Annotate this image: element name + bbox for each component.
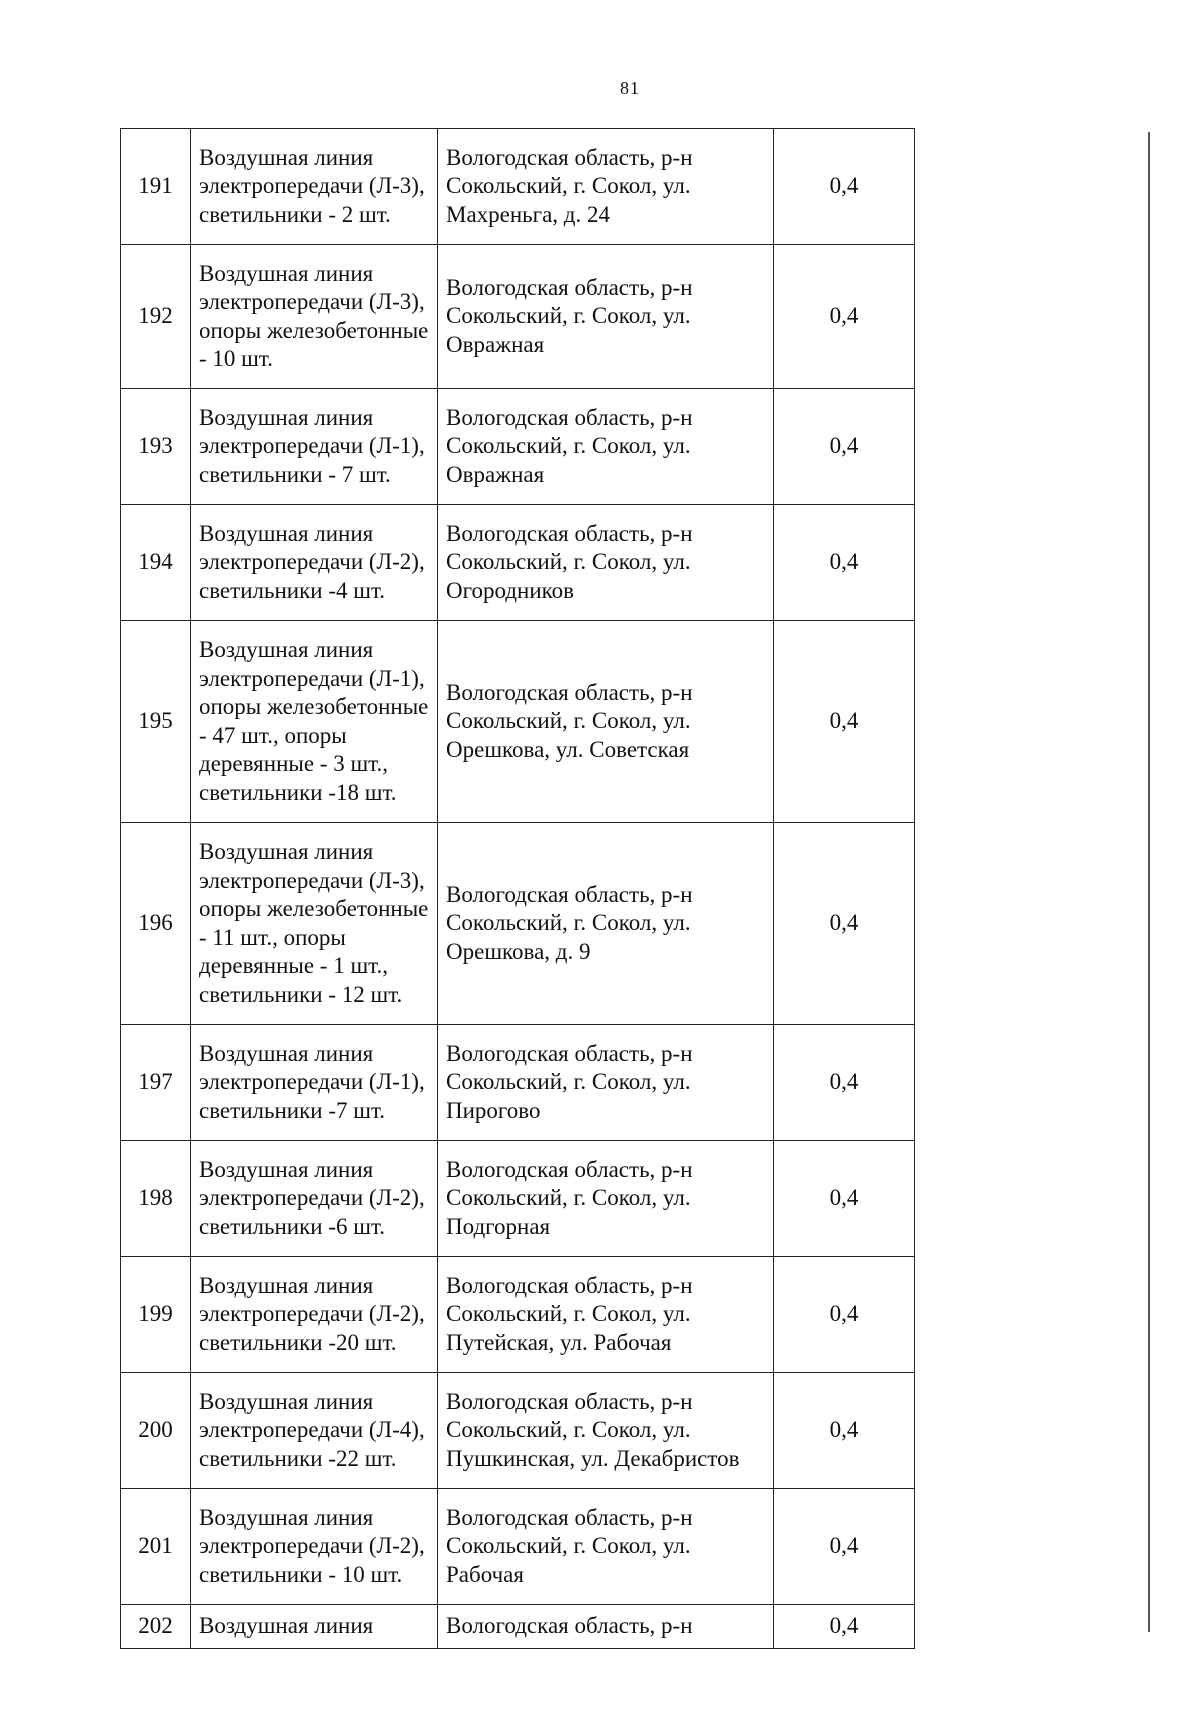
voltage-value: 0,4	[774, 1257, 915, 1373]
row-number: 192	[121, 245, 191, 389]
object-name: Воздушная линия электропередачи (Л-1), светильники -7 шт.	[191, 1025, 438, 1141]
row-number: 191	[121, 129, 191, 245]
object-address: Вологодская область, р-н Сокольский, г. Сокол, ул. Орешкова, ул. Советская	[438, 621, 774, 823]
voltage-value: 0,4	[774, 245, 915, 389]
object-address: Вологодская область, р-н Сокольский, г. Сокол, ул. Пирогово	[438, 1025, 774, 1141]
table-row	[121, 245, 915, 389]
row-number: 200	[121, 1373, 191, 1489]
object-address: Вологодская область, р-н Сокольский, г. Сокол, ул. Огородников	[438, 505, 774, 621]
row-number: 194	[121, 505, 191, 621]
scan-margin-line	[1148, 132, 1150, 1632]
object-address: Вологодская область, р-н Сокольский, г. Сокол, ул. Овражная	[438, 389, 774, 505]
table-row	[121, 1605, 915, 1649]
registry-table	[120, 128, 915, 1649]
object-name: Воздушная линия электропередачи (Л-3), опоры железобетонные - 11 шт., опоры деревянные - 1 шт., светильники - 12 шт.	[191, 823, 438, 1025]
table-row	[121, 1489, 915, 1605]
row-number: 196	[121, 823, 191, 1025]
registry-table-body	[121, 129, 915, 1649]
page-number: 81	[620, 78, 640, 98]
row-number: 201	[121, 1489, 191, 1605]
object-address: Вологодская область, р-н Сокольский, г. Сокол, ул. Овражная	[438, 245, 774, 389]
object-name: Воздушная линия электропередачи (Л-2), светильники - 10 шт.	[191, 1489, 438, 1605]
object-name: Воздушная линия электропередачи (Л-2), светильники -4 шт.	[191, 505, 438, 621]
row-number: 198	[121, 1141, 191, 1257]
row-number: 193	[121, 389, 191, 505]
table-row	[121, 621, 915, 823]
object-address: Вологодская область, р-н Сокольский, г. Сокол, ул. Рабочая	[438, 1489, 774, 1605]
voltage-value: 0,4	[774, 505, 915, 621]
table-row	[121, 129, 915, 245]
voltage-value: 0,4	[774, 129, 915, 245]
row-number: 199	[121, 1257, 191, 1373]
table-row	[121, 823, 915, 1025]
voltage-value: 0,4	[774, 1605, 915, 1649]
voltage-value: 0,4	[774, 621, 915, 823]
object-address: Вологодская область, р-н Сокольский, г. Сокол, ул. Пушкинская, ул. Декабристов	[438, 1373, 774, 1489]
object-address: Вологодская область, р-н Сокольский, г. Сокол, ул. Подгорная	[438, 1141, 774, 1257]
row-number: 197	[121, 1025, 191, 1141]
table-row	[121, 505, 915, 621]
object-name: Воздушная линия электропередачи (Л-1), светильники - 7 шт.	[191, 389, 438, 505]
voltage-value: 0,4	[774, 1489, 915, 1605]
voltage-value: 0,4	[774, 389, 915, 505]
voltage-value: 0,4	[774, 1373, 915, 1489]
object-name: Воздушная линия электропередачи (Л-2), светильники -20 шт.	[191, 1257, 438, 1373]
row-number: 195	[121, 621, 191, 823]
voltage-value: 0,4	[774, 823, 915, 1025]
object-name: Воздушная линия электропередачи (Л-3), опоры железобетонные - 10 шт.	[191, 245, 438, 389]
table-row	[121, 1141, 915, 1257]
object-name: Воздушная линия электропередачи (Л-1), опоры железобетонные - 47 шт., опоры деревянные - 3 шт., светильники -18 шт.	[191, 621, 438, 823]
table-row	[121, 1025, 915, 1141]
object-address: Вологодская область, р-н Сокольский, г. Сокол, ул. Путейская, ул. Рабочая	[438, 1257, 774, 1373]
object-name: Воздушная линия	[191, 1605, 438, 1649]
object-name: Воздушная линия электропередачи (Л-4), светильники -22 шт.	[191, 1373, 438, 1489]
table-row	[121, 1373, 915, 1489]
object-name: Воздушная линия электропередачи (Л-2), светильники -6 шт.	[191, 1141, 438, 1257]
table-row	[121, 389, 915, 505]
object-address: Вологодская область, р-н	[438, 1605, 774, 1649]
table-row	[121, 1257, 915, 1373]
voltage-value: 0,4	[774, 1025, 915, 1141]
row-number: 202	[121, 1605, 191, 1649]
voltage-value: 0,4	[774, 1141, 915, 1257]
object-address: Вологодская область, р-н Сокольский, г. Сокол, ул. Орешкова, д. 9	[438, 823, 774, 1025]
object-address: Вологодская область, р-н Сокольский, г. Сокол, ул. Махреньга, д. 24	[438, 129, 774, 245]
object-name: Воздушная линия электропередачи (Л-3), светильники - 2 шт.	[191, 129, 438, 245]
